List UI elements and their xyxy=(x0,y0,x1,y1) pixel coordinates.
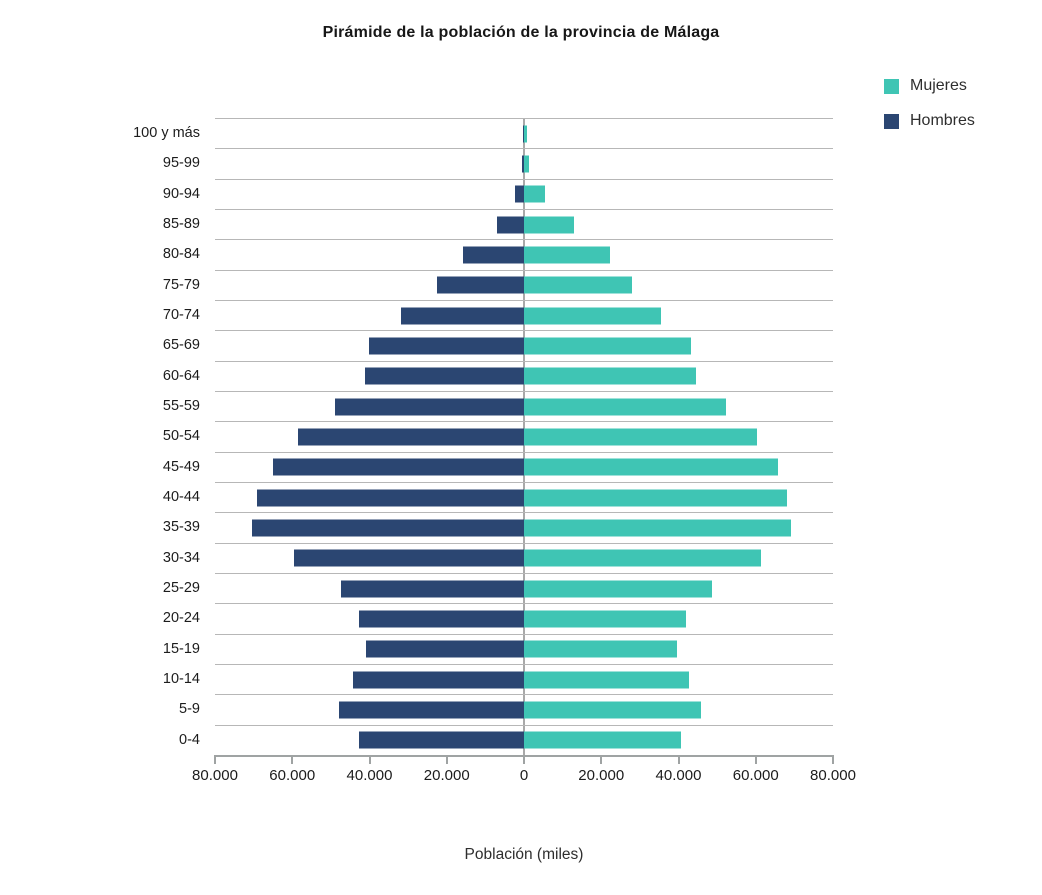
bar-mujeres xyxy=(524,519,791,536)
bar-hombres xyxy=(353,671,524,688)
bar-mujeres xyxy=(524,216,574,233)
x-axis-tick xyxy=(523,755,525,764)
bar-mujeres xyxy=(524,428,757,445)
plot-row xyxy=(215,209,833,239)
bar-mujeres xyxy=(524,307,661,324)
bar-mujeres xyxy=(524,186,545,203)
y-axis-label: 35-39 xyxy=(162,519,200,536)
bar-hombres xyxy=(257,489,524,506)
plot-rows xyxy=(215,118,833,755)
y-axis-label: 45-49 xyxy=(162,458,200,475)
bar-mujeres xyxy=(524,610,686,627)
x-axis-tick-label: 40.000 xyxy=(346,767,393,784)
bar-mujeres xyxy=(524,368,696,385)
x-axis-tick-label: 60.000 xyxy=(269,767,316,784)
x-axis-tick xyxy=(214,755,216,764)
y-axis-label: 95-99 xyxy=(162,155,200,172)
legend xyxy=(884,78,975,129)
y-axis-label: 85-89 xyxy=(162,216,200,233)
plot-row xyxy=(215,694,833,724)
plot-row xyxy=(215,664,833,694)
bar-hombres xyxy=(463,246,524,263)
bar-mujeres xyxy=(524,732,681,749)
y-axis-label: 80-84 xyxy=(162,246,200,263)
x-axis-tick-label: 20.000 xyxy=(578,767,625,784)
x-axis-tick xyxy=(291,755,293,764)
y-axis-label: 50-54 xyxy=(162,428,200,445)
plot-row xyxy=(215,512,833,542)
y-axis-label: 10-14 xyxy=(162,671,200,688)
bar-hombres xyxy=(294,550,524,567)
bar-hombres xyxy=(341,580,524,597)
plot-area xyxy=(215,118,833,757)
y-axis-label: 75-79 xyxy=(162,276,200,293)
y-axis-label: 15-19 xyxy=(162,640,200,657)
bar-mujeres xyxy=(524,701,701,718)
plot-row xyxy=(215,482,833,512)
mujeres-swatch-icon xyxy=(884,79,899,94)
y-axis-label: 0-4 xyxy=(179,731,200,748)
bar-mujeres xyxy=(524,641,677,658)
y-axis-labels xyxy=(0,118,200,755)
bar-hombres xyxy=(515,186,524,203)
bar-mujeres xyxy=(524,277,632,294)
bar-mujeres xyxy=(524,550,761,567)
plot-row xyxy=(215,543,833,573)
x-axis-tick-label: 60.000 xyxy=(732,767,779,784)
x-axis-ticks xyxy=(215,755,833,764)
y-axis-label: 5-9 xyxy=(179,701,200,718)
bar-hombres xyxy=(335,398,524,415)
plot-row xyxy=(215,452,833,482)
y-axis-label: 65-69 xyxy=(162,337,200,354)
x-axis-tick xyxy=(755,755,757,764)
x-axis-tick-label: 40.000 xyxy=(655,767,702,784)
plot-row xyxy=(215,391,833,421)
bar-hombres xyxy=(401,307,524,324)
bar-hombres xyxy=(298,428,524,445)
y-axis-label: 70-74 xyxy=(162,307,200,324)
bar-mujeres xyxy=(524,155,529,172)
plot-row xyxy=(215,300,833,330)
bar-hombres xyxy=(252,519,524,536)
x-axis-tick xyxy=(600,755,602,764)
bar-mujeres xyxy=(524,459,778,476)
x-axis-tick-labels xyxy=(192,767,856,787)
legend-label: Mujeres xyxy=(910,77,967,94)
bar-hombres xyxy=(359,732,524,749)
plot-row xyxy=(215,330,833,360)
y-axis-label: 90-94 xyxy=(162,185,200,202)
bar-hombres xyxy=(273,459,524,476)
y-axis-label: 25-29 xyxy=(162,580,200,597)
y-axis-label: 55-59 xyxy=(162,398,200,415)
bar-mujeres xyxy=(524,246,610,263)
y-axis-label: 100 y más xyxy=(133,125,200,142)
bar-hombres xyxy=(497,216,524,233)
y-axis-label: 60-64 xyxy=(162,367,200,384)
plot-row xyxy=(215,239,833,269)
plot-row xyxy=(215,634,833,664)
bar-mujeres xyxy=(524,337,691,354)
bar-hombres xyxy=(365,368,524,385)
y-axis-label: 20-24 xyxy=(162,610,200,627)
bar-hombres xyxy=(339,701,524,718)
bar-hombres xyxy=(437,277,524,294)
bar-hombres xyxy=(369,337,524,354)
x-axis-tick xyxy=(369,755,371,764)
x-axis-tick xyxy=(678,755,680,764)
legend-label: Hombres xyxy=(910,112,975,129)
bar-mujeres xyxy=(524,398,726,415)
legend-item-hombres xyxy=(884,113,975,129)
bar-mujeres xyxy=(524,671,689,688)
plot-row xyxy=(215,361,833,391)
plot-row xyxy=(215,148,833,178)
hombres-swatch-icon xyxy=(884,114,899,129)
y-axis-label: 40-44 xyxy=(162,489,200,506)
x-axis-tick-label: 20.000 xyxy=(423,767,470,784)
x-axis-tick-label: 80.000 xyxy=(810,767,856,784)
bar-mujeres xyxy=(524,489,787,506)
plot-row xyxy=(215,603,833,633)
x-axis-tick xyxy=(446,755,448,764)
plot-row xyxy=(215,421,833,451)
x-axis-tick xyxy=(832,755,834,764)
bar-hombres xyxy=(366,641,524,658)
legend-item-mujeres xyxy=(884,78,975,94)
bar-hombres xyxy=(359,610,524,627)
bar-mujeres xyxy=(524,125,527,142)
y-axis-label: 30-34 xyxy=(162,549,200,566)
plot-row xyxy=(215,118,833,148)
plot-row xyxy=(215,573,833,603)
x-axis-tick-label: 0 xyxy=(519,767,529,784)
plot-row xyxy=(215,179,833,209)
x-axis-tick-label: 80.000 xyxy=(192,767,238,784)
plot-row xyxy=(215,270,833,300)
chart-title: Pirámide de la población de la provincia de Málaga xyxy=(322,24,720,41)
plot-row xyxy=(215,725,833,755)
x-axis-title: Población (miles) xyxy=(464,846,584,863)
bar-mujeres xyxy=(524,580,712,597)
